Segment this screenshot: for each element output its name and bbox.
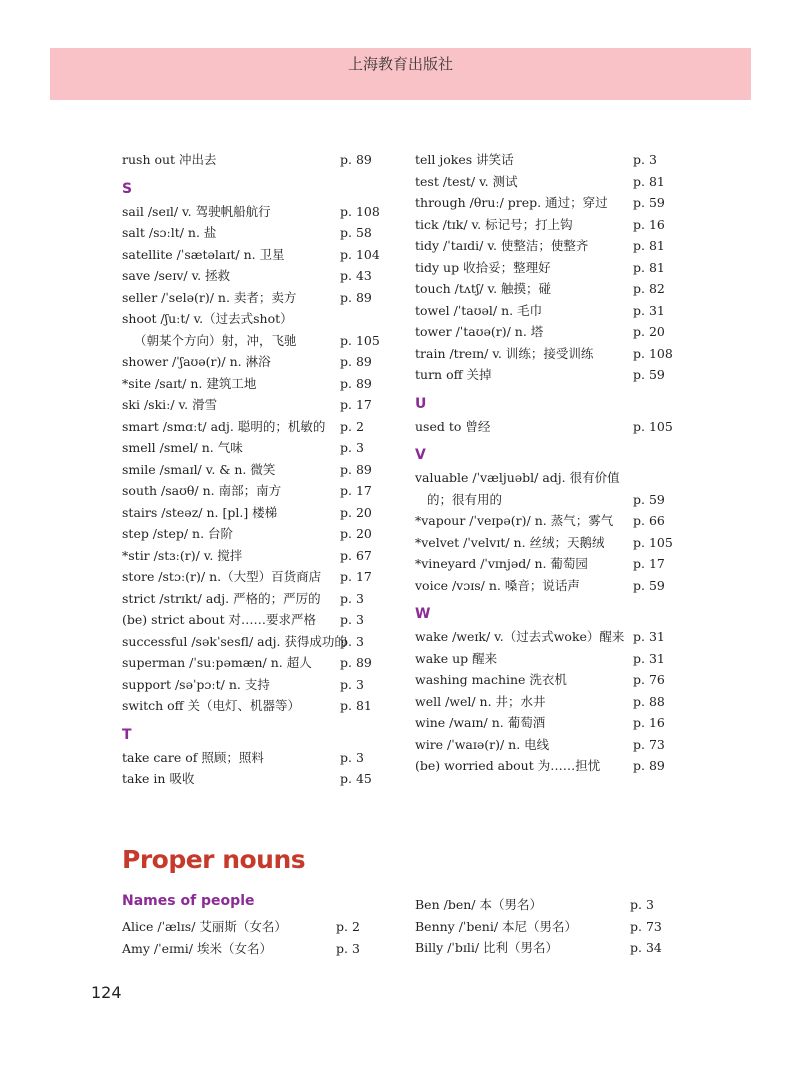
glossary-entry <box>415 235 685 257</box>
entry-page-ref: p. 108 <box>633 345 673 361</box>
entry-term: Billy /ˈbɪli/ 比利（男名） <box>415 940 559 955</box>
glossary-entry <box>122 768 392 790</box>
entry-term: tidy up 收拾妥；整理好 <box>415 259 551 275</box>
proper-nouns-right-column <box>415 894 685 959</box>
entry-term: voice /vɔɪs/ n. 嗓音；说话声 <box>415 577 580 593</box>
entry-page-ref: p. 81 <box>633 173 665 189</box>
entry-page-ref: p. 66 <box>633 513 665 528</box>
glossary-entry <box>415 626 685 648</box>
glossary-entry <box>122 695 392 717</box>
glossary-entry <box>415 171 685 193</box>
entry-page-ref: p. 3 <box>340 633 364 649</box>
entry-term: south /saʊθ/ n. 南部；南方 <box>122 483 282 498</box>
entry-term: save /seɪv/ v. 拯救 <box>122 268 231 283</box>
entry-page-ref: p. 3 <box>633 152 657 167</box>
glossary-entry <box>415 300 685 322</box>
entry-term: superman /ˈsuːpəmæn/ n. 超人 <box>122 655 312 670</box>
glossary-entry <box>415 214 685 236</box>
letter-heading: T <box>122 726 132 743</box>
glossary-entry <box>415 343 685 365</box>
entry-page-ref: p. 20 <box>340 504 372 520</box>
entry-page-ref: p. 105 <box>633 534 673 550</box>
entry-term: *velvet /ˈvelvɪt/ n. 丝绒；天鹅绒 <box>415 534 605 550</box>
glossary-entry <box>415 712 685 734</box>
glossary-entry <box>122 149 392 171</box>
entry-page-ref: p. 89 <box>340 655 372 670</box>
glossary-entry <box>122 588 392 610</box>
entry-term: *stir /stɜː(r)/ v. 搅拌 <box>122 547 243 563</box>
letter-heading: V <box>415 447 426 463</box>
entry-page-ref: p. 3 <box>630 897 654 912</box>
entry-page-ref: p. 58 <box>340 225 372 240</box>
entry-page-ref: p. 59 <box>633 195 665 210</box>
proper-nouns-left-column <box>122 916 392 959</box>
entry-term: tower /ˈtaʊə(r)/ n. 塔 <box>415 324 544 339</box>
proper-noun-entry <box>415 916 685 938</box>
glossary-entry <box>122 502 392 524</box>
entry-page-ref: p. 59 <box>633 577 665 593</box>
entry-term: through /θruː/ prep. 通过；穿过 <box>415 195 608 210</box>
glossary-entry <box>122 674 392 696</box>
entry-page-ref: p. 2 <box>340 418 364 434</box>
section-title-proper-nouns: Proper nouns <box>122 845 306 874</box>
entry-page-ref: p. 59 <box>633 491 665 507</box>
entry-term: stairs /steəz/ n. [pl.] 楼梯 <box>122 504 278 520</box>
entry-term: smell /smel/ n. 气味 <box>122 440 243 455</box>
entry-page-ref: p. 45 <box>340 771 372 786</box>
entry-term: (be) strict about 对……要求严格 <box>122 612 317 627</box>
entry-page-ref: p. 3 <box>340 590 364 606</box>
header-banner <box>50 48 751 100</box>
entry-term: store /stɔː(r)/ n.（大型）百货商店 <box>122 569 322 584</box>
entry-term: wine /waɪn/ n. 葡萄酒 <box>415 715 546 730</box>
entry-term: support /səˈpɔːt/ n. 支持 <box>122 676 270 692</box>
entry-term: seller /ˈselə(r)/ n. 卖者；卖方 <box>122 289 297 305</box>
entry-term: well /wel/ n. 井；水井 <box>415 693 546 709</box>
entry-term: shower /ˈʃaʊə(r)/ n. 淋浴 <box>122 354 271 369</box>
entry-term: wake up 醒来 <box>415 650 498 666</box>
entry-term: satellite /ˈsætəlaɪt/ n. 卫星 <box>122 246 285 262</box>
entry-term: successful /səkˈsesfl/ adj. 获得成功的 <box>122 633 347 649</box>
entry-page-ref: p. 105 <box>340 332 380 348</box>
entry-term: Amy /ˈeɪmi/ 埃米（女名） <box>122 940 272 956</box>
glossary-entry <box>122 545 392 567</box>
entry-page-ref: p. 73 <box>633 736 665 752</box>
letter-heading: S <box>122 180 133 197</box>
entry-term: smile /smaɪl/ v. & n. 微笑 <box>122 461 276 477</box>
entry-term: touch /tʌtʃ/ v. 触摸；碰 <box>415 281 552 296</box>
entry-term: rush out 冲出去 <box>122 152 217 167</box>
glossary-entry <box>415 416 685 438</box>
glossary-entry <box>122 265 392 287</box>
proper-noun-entry <box>122 938 392 960</box>
glossary-entry <box>415 321 685 343</box>
entry-page-ref: p. 31 <box>633 629 665 644</box>
entry-page-ref: p. 17 <box>340 397 372 412</box>
glossary-entry <box>122 330 392 352</box>
entry-term: take in 吸收 <box>122 771 195 786</box>
entry-term: ski /skiː/ v. 滑雪 <box>122 397 218 412</box>
entry-page-ref: p. 59 <box>633 367 665 382</box>
entry-term: *site /saɪt/ n. 建筑工地 <box>122 375 257 391</box>
glossary-entry <box>415 648 685 670</box>
entry-term: used to 曾经 <box>415 418 491 434</box>
glossary-entry <box>122 480 392 502</box>
glossary-entry <box>122 416 392 438</box>
glossary-entry <box>122 308 392 330</box>
entry-page-ref: p. 16 <box>633 715 665 730</box>
glossary-entry <box>122 566 392 588</box>
entry-term: salt /sɔːlt/ n. 盐 <box>122 225 217 240</box>
entry-page-ref: p. 16 <box>633 216 665 232</box>
entry-page-ref: p. 89 <box>340 289 372 305</box>
glossary-entry <box>122 652 392 674</box>
entry-term: valuable /ˈvæljuəbl/ adj. 很有价值 <box>415 470 620 485</box>
entry-page-ref: p. 20 <box>340 526 372 541</box>
glossary-entry <box>122 747 392 769</box>
glossary-entry <box>122 523 392 545</box>
entry-term: tidy /ˈtaɪdi/ v. 使整洁；使整齐 <box>415 238 589 253</box>
entry-page-ref: p. 73 <box>630 918 662 934</box>
entry-page-ref: p. 17 <box>340 569 372 584</box>
entry-page-ref: p. 67 <box>340 547 372 563</box>
entry-term: strict /strɪkt/ adj. 严格的；严厉的 <box>122 590 321 606</box>
entry-page-ref: p. 3 <box>340 440 364 455</box>
entry-page-ref: p. 81 <box>633 238 665 253</box>
glossary-entry <box>122 631 392 653</box>
glossary-entry <box>122 222 392 244</box>
entry-page-ref: p. 105 <box>633 418 673 434</box>
entry-term: Benny /ˈbeni/ 本尼（男名） <box>415 918 577 934</box>
entry-page-ref: p. 76 <box>633 672 665 687</box>
glossary-entry <box>415 669 685 691</box>
entry-page-ref: p. 34 <box>630 940 662 955</box>
letter-heading: U <box>415 395 427 412</box>
entry-page-ref: p. 89 <box>340 375 372 391</box>
entry-page-ref: p. 89 <box>340 354 372 369</box>
entry-page-ref: p. 89 <box>340 152 372 167</box>
entry-term: turn off 关掉 <box>415 367 492 382</box>
entry-term: take care of 照顾；照料 <box>122 749 264 765</box>
entry-page-ref: p. 17 <box>633 556 665 571</box>
entry-term: 的；很有用的 <box>427 491 503 507</box>
entry-page-ref: p. 31 <box>633 302 665 318</box>
entry-term: step /step/ n. 台阶 <box>122 526 234 541</box>
entry-page-ref: p. 2 <box>336 919 360 934</box>
entry-page-ref: p. 43 <box>340 268 372 283</box>
glossary-entry <box>122 244 392 266</box>
proper-noun-entry <box>415 894 685 916</box>
page-number: 124 <box>91 983 122 1002</box>
glossary-entry <box>415 467 685 489</box>
publisher-name: 上海教育出版社 <box>347 55 453 73</box>
glossary-entry <box>122 459 392 481</box>
entry-page-ref: p. 20 <box>633 324 665 339</box>
subsection-title-names-of-people: Names of people <box>122 893 255 909</box>
glossary-entry <box>122 394 392 416</box>
entry-term: sail /seɪl/ v. 驾驶帆船航行 <box>122 203 271 219</box>
glossary-entry <box>415 575 685 597</box>
entry-term: test /test/ v. 测试 <box>415 173 518 189</box>
glossary-entry <box>415 364 685 386</box>
glossary-entry <box>122 609 392 631</box>
entry-term: switch off 关（电灯、机器等） <box>122 698 301 713</box>
entry-page-ref: p. 81 <box>340 698 372 713</box>
entry-page-ref: p. 89 <box>340 461 372 477</box>
entry-page-ref: p. 82 <box>633 281 665 296</box>
glossary-entry <box>415 532 685 554</box>
entry-page-ref: p. 3 <box>340 612 364 627</box>
entry-term: *vineyard /ˈvɪnjəd/ n. 葡萄园 <box>415 556 588 571</box>
glossary-entry <box>415 257 685 279</box>
entry-term: Ben /ben/ 本（男名） <box>415 897 542 912</box>
entry-term: （朝某个方向）射，冲，飞驰 <box>134 332 297 348</box>
entry-term: tell jokes 讲笑话 <box>415 152 514 167</box>
glossary-entry <box>122 201 392 223</box>
entry-term: shoot /ʃuːt/ v.（过去式shot） <box>122 311 293 326</box>
entry-term: wire /ˈwaɪə(r)/ n. 电线 <box>415 736 550 752</box>
entry-term: train /treɪn/ v. 训练；接受训练 <box>415 345 594 361</box>
letter-heading: W <box>415 606 431 622</box>
entry-term: wake /weɪk/ v.（过去式woke）醒来 <box>415 629 625 644</box>
entry-page-ref: p. 108 <box>340 203 380 219</box>
entry-page-ref: p. 104 <box>340 246 380 262</box>
glossary-entry <box>122 287 392 309</box>
glossary-entry <box>122 351 392 373</box>
entry-term: smart /smɑːt/ adj. 聪明的；机敏的 <box>122 418 326 434</box>
entry-page-ref: p. 81 <box>633 259 665 275</box>
glossary-entry <box>122 437 392 459</box>
entry-term: (be) worried about 为……担忧 <box>415 758 601 773</box>
entry-page-ref: p. 31 <box>633 650 665 666</box>
glossary-entry <box>415 278 685 300</box>
proper-noun-entry <box>122 916 392 938</box>
entry-term: *vapour /ˈveɪpə(r)/ n. 蒸气；雾气 <box>415 513 614 528</box>
entry-term: Alice /ˈælɪs/ 艾丽斯（女名） <box>122 919 287 934</box>
glossary-entry <box>415 553 685 575</box>
entry-term: tick /tɪk/ v. 标记号；打上钩 <box>415 216 573 232</box>
entry-page-ref: p. 3 <box>336 940 360 956</box>
glossary-left-column <box>122 149 392 790</box>
glossary-entry <box>415 755 685 777</box>
glossary-entry <box>415 734 685 756</box>
glossary-entry <box>415 489 685 511</box>
entry-page-ref: p. 17 <box>340 483 372 498</box>
glossary-entry <box>415 149 685 171</box>
entry-page-ref: p. 3 <box>340 749 364 765</box>
entry-term: washing machine 洗衣机 <box>415 672 567 687</box>
glossary-entry <box>415 192 685 214</box>
glossary-entry <box>122 373 392 395</box>
entry-page-ref: p. 88 <box>633 693 665 709</box>
glossary-entry <box>415 510 685 532</box>
entry-term: towel /ˈtaʊəl/ n. 毛巾 <box>415 302 543 318</box>
entry-page-ref: p. 89 <box>633 758 665 773</box>
entry-page-ref: p. 3 <box>340 676 364 692</box>
glossary-entry <box>415 691 685 713</box>
proper-noun-entry <box>415 937 685 959</box>
glossary-right-column <box>415 149 685 777</box>
